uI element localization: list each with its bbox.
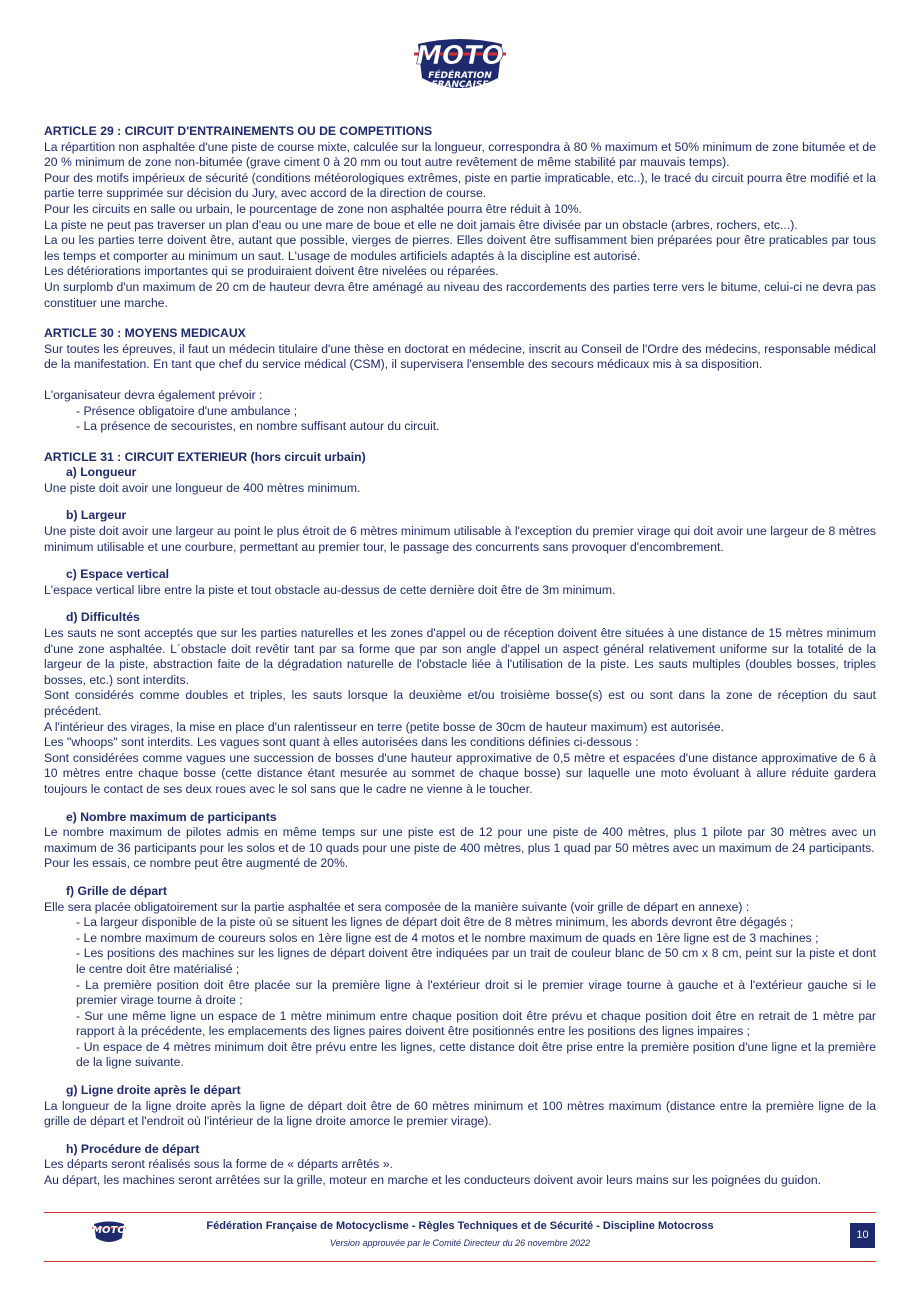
logo-line2: FRANÇAISE xyxy=(431,80,489,90)
article-29-p3: Pour les circuits en salle ou urbain, le pourcentage de zone non asphaltée pourra être réduit à 10%. xyxy=(44,201,582,216)
section-h-p2: Au départ, les machines seront arrêtées sur la grille, moteur en marche et les conducteurs doivent avoir leurs mains sur les poignées du guidon. xyxy=(44,1173,822,1188)
section-f-list-item: - La première position doit être placée sur la première ligne à l'extérieur droit si le premier virage tourne à gauche et à l'extérieur gauche si le premier virage tourne à droite ; xyxy=(76,977,876,1008)
section-a-title: a) Longueur xyxy=(66,465,137,480)
section-d-p3: A l'intérieur des virages, la mise en place d'un ralentisseur en terre (petite bosse de 30cm de hauteur maximum) est autorisée. xyxy=(44,719,725,734)
section-d-p2: Sont considérés comme doubles et triples, les sauts lorsque la deuxième et/ou troisième bosse(s) est ou sont dans la zone de réception du saut précédent. xyxy=(44,688,876,718)
footer-title: Fédération Française de Motocyclisme - Règles Techniques et de Sécurité - Discipline Motocross xyxy=(206,1220,714,1232)
footer-moto-logo xyxy=(90,1220,128,1246)
section-f-list-item: - Sur une même ligne un espace de 1 mètre minimum entre chaque position doit être prévu et chaque position doit être en retrait de 1 mètre par rapport à la précédente, les emplacements des lignes paires doivent être positionnés entre les positions des lignes impaires ; xyxy=(76,1008,876,1039)
section-d-p4: Les "whoops" sont interdits. Les vagues sont quant à elles autorisées dans les conditions définies ci-dessous : xyxy=(44,735,639,750)
ffm-moto-logo xyxy=(408,36,512,98)
section-d-title: d) Difficultés xyxy=(66,610,140,625)
section-f-text: Elle sera placée obligatoirement sur la partie asphaltée et sera composée de la manière suivante (voir grille de départ en annexe) : xyxy=(44,899,750,914)
article-30-p2: L'organisateur devra également prévoir : xyxy=(44,387,263,402)
footer-divider-top xyxy=(44,1212,876,1213)
logo-word: MOTO xyxy=(416,41,504,71)
section-h-title: h) Procédure de départ xyxy=(66,1141,200,1156)
article-29-p2: Pour des motifs impérieux de sécurité (conditions météorologiques extrêmes, piste en partie impraticable, etc..), le tracé du circuit pourra être modifié et la partie terre supprimée sur décision du Jury, avec accord de la direction de course. xyxy=(44,170,876,201)
section-g-text: La longueur de la ligne droite après la ligne de départ doit être de 60 mètres minimum et 100 mètres maximum (distance entre la première ligne de la grille de départ et l'endroit où l'intérieur de la ligne droite amorce le premier virage). xyxy=(44,1098,876,1129)
article-31-title: ARTICLE 31 : CIRCUIT EXTERIEUR (hors circuit urbain) xyxy=(44,449,366,464)
section-e-title: e) Nombre maximum de participants xyxy=(66,809,277,824)
article-29-p6: Les détériorations importantes qui se produiraient doivent être nivelées ou réparées. xyxy=(44,264,499,279)
page-number: 10 xyxy=(850,1223,875,1248)
section-e-p2: Pour les essais, ce nombre peut être augmenté de 20%. xyxy=(44,856,349,871)
section-c-text: L'espace vertical libre entre la piste et tout obstacle au-dessus de cette dernière doit être de 3m minimum. xyxy=(44,582,616,597)
footer-subtitle: Version approuvée par le Comité Directeur du 26 novembre 2022 xyxy=(329,1238,591,1248)
article-29-p7: Un surplomb d'un maximum de 20 cm de hauteur devra être aménagé au niveau des raccordements des parties terre vers le bitume, celui-ci ne devra pas constituer une marche. xyxy=(44,279,876,310)
section-f-list-item: - Le nombre maximum de coureurs solos en 1ère ligne est de 4 motos et le nombre maximum de quads en 1ère ligne est de 3 machines ; xyxy=(76,930,819,945)
section-f-list-item: - Les positions des machines sur les lignes de départ doivent être indiquées par un trait de couleur blanc de 50 cm x 8 cm, peint sur la piste et dont le centre doit être matérialisé ; xyxy=(76,946,876,976)
section-g-title: g) Ligne droite après le départ xyxy=(66,1083,241,1098)
section-b-title: b) Largeur xyxy=(66,508,127,523)
section-f-list-item: - La largeur disponible de la piste où se situent les lignes de départ doit être de 8 mètres minimum, les abords devront être dégagés ; xyxy=(76,915,794,930)
article-29-p1: La répartition non asphaltée d'une piste de course mixte, calculée sur la longueur, correspondra à 80 % maximum et 50% minimum de zone bitumée et de 20 % minimum de zone non-bitumée (grave ciment 0 à 20 mm ou tout autre revêtement de même stabilité par mauvais temps). xyxy=(44,139,876,170)
section-c-title: c) Espace vertical xyxy=(66,567,169,582)
section-d-p1: Les sauts ne sont acceptés que sur les parties naturelles et les zones d'appel ou de réception doivent être situées à une distance de 15 mètres minimum d'une zone asphaltée. L´obstacle doit revêtir tant par sa forme que par son angle d'appel un aspect général relativement uniforme sur la totalité de la largeur de la piste, abstraction faite de la dégradation naturelle de l'obstacle liée à l'utilisation de la piste. Les sauts multiples (doubles bosses, triples bosses, etc.) sont interdits. xyxy=(44,626,876,687)
article-29-p4: La piste ne peut pas traverser un plan d'eau ou une mare de boue et elle ne doit jamais être divisée par un obstacle (arbres, rochers, etc...). xyxy=(44,217,798,232)
section-a-text: Une piste doit avoir une longueur de 400 mètres minimum. xyxy=(44,480,361,495)
document-body xyxy=(44,124,876,1189)
logo-line1: FÉDÉRATION xyxy=(428,71,492,81)
article-29-title: ARTICLE 29 : CIRCUIT D'ENTRAINEMENTS OU DE COMPETITIONS xyxy=(44,124,433,138)
footer-logo-word: MOTO xyxy=(92,1225,126,1236)
article-30-list-item: - La présence de secouristes, en nombre suffisant autour du circuit. xyxy=(76,419,440,434)
article-30-title: ARTICLE 30 : MOYENS MEDICAUX xyxy=(44,326,246,341)
article-29-p5: La ou les parties terre doivent être, autant que possible, vierges de pierres. Elles doivent être suffisamment bien préparées pour être praticables par tous les temps et comporter au minimum un saut. L'usage de modules artificiels adaptés à la discipline est autorisé. xyxy=(44,233,876,263)
article-30-p1: Sur toutes les épreuves, il faut un médecin titulaire d'une thèse en doctorat en médecine, inscrit au Conseil de l'Ordre des médecins, responsable médical de la manifestation. En tant que chef du service médical (CSM), il supervisera l'ensemble des secours médicaux mis à sa disposition. xyxy=(44,341,876,372)
section-f-list-item: - Un espace de 4 mètres minimum doit être prévu entre les lignes, cette distance doit être prise entre la première position d'une ligne et la première de la ligne suivante. xyxy=(76,1039,876,1070)
section-e-p1: Le nombre maximum de pilotes admis en même temps sur une piste est de 12 pour une piste de 400 mètres, plus 1 pilote par 30 mètres avec un maximum de 36 participants pour les solos et de 10 quads pour une piste de 400 mètres, plus 1 quad par 50 mètres avec un maximum de 24 participants. xyxy=(44,825,876,855)
section-h-p1: Les départs seront réalisés sous la forme de « départs arrêtés ». xyxy=(44,1157,393,1172)
section-b-text: Une piste doit avoir une largeur au point le plus étroit de 6 mètres minimum utilisable à l'exception du premier virage qui doit avoir une largeur de 8 mètres minimum utilisable et une courbure, permettant au premier tour, le passage des concurrents sans provoquer d'encombrement. xyxy=(44,524,876,554)
footer-divider-bottom xyxy=(44,1261,876,1262)
article-30-list-item: - Présence obligatoire d'une ambulance ; xyxy=(76,403,298,418)
section-d-p5: Sont considérées comme vagues une succession de bosses d'une hauteur approximative de 0,5 mètre et espacées d'une distance approximative de 6 à 10 mètres entre chaque bosse (cette distance étant mesurée au sommet de chaque bosse) sur laquelle une moto évoluant à allure réduite gardera toujours le contact de ses deux roues avec le sol sans que le cadre ne vienne à le toucher. xyxy=(44,750,876,796)
section-f-title: f) Grille de départ xyxy=(66,883,167,898)
